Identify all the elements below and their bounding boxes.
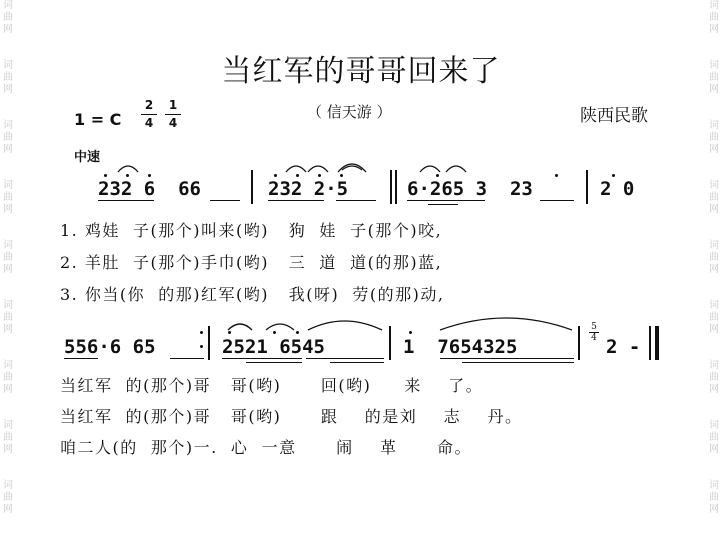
watermark-char: 网 bbox=[709, 444, 719, 455]
watermark-char: 词 bbox=[709, 60, 719, 71]
watermark-char: 词 bbox=[709, 180, 719, 191]
watermark-char: 网 bbox=[709, 264, 719, 275]
watermark-char: 曲 bbox=[709, 312, 719, 323]
watermark-char: 网 bbox=[3, 24, 13, 35]
watermark-char: 曲 bbox=[3, 72, 13, 83]
watermark-char: 词 bbox=[709, 120, 719, 131]
watermark-char: 网 bbox=[3, 144, 13, 155]
lyric-verse-2: 2. 羊肚 子(那个)手巾(哟) 三 道 道(的那)蓝, bbox=[60, 253, 443, 272]
watermark-char: 网 bbox=[709, 324, 719, 335]
measure-7: 1 7654325 bbox=[403, 336, 518, 358]
measure-8: 2 - bbox=[606, 336, 641, 358]
measure-1: 232 6 66 bbox=[98, 178, 201, 200]
time-sig-numerator: 5 bbox=[591, 322, 597, 332]
watermark-char: 曲 bbox=[709, 72, 719, 83]
watermark-char: 曲 bbox=[3, 132, 13, 143]
watermark-char: 网 bbox=[3, 84, 13, 95]
watermark-char: 词 bbox=[709, 360, 719, 371]
measure-5: 556·6 65 bbox=[64, 336, 156, 358]
watermark-char: 曲 bbox=[3, 432, 13, 443]
watermark-char: 曲 bbox=[3, 312, 13, 323]
watermark-char: 曲 bbox=[709, 192, 719, 203]
watermark-char: 词 bbox=[709, 0, 719, 11]
watermark-char: 网 bbox=[709, 504, 719, 515]
watermark-char: 词 bbox=[3, 300, 13, 311]
watermark-char: 网 bbox=[709, 204, 719, 215]
measure-2: 232 2·5 bbox=[268, 178, 349, 200]
lyric-verse-3-line-2: 咱二人(的 那个)一. 心 一意 闹 革 命。 bbox=[60, 438, 472, 457]
measure-4: 2 0 bbox=[600, 178, 635, 200]
watermark-char: 网 bbox=[709, 84, 719, 95]
watermark-gap bbox=[706, 516, 722, 540]
watermark-char: 曲 bbox=[3, 372, 13, 383]
subtitle-genre: （ 信天游 ） bbox=[307, 103, 392, 121]
time-sig-numerator: 2 bbox=[144, 98, 154, 112]
watermark-char: 曲 bbox=[709, 12, 719, 23]
watermark-char: 词 bbox=[3, 0, 13, 11]
key-signature: 1 = C bbox=[74, 110, 122, 129]
watermark-char: 曲 bbox=[3, 192, 13, 203]
watermark-gap bbox=[0, 516, 16, 540]
time-sig-denominator: 4 bbox=[168, 116, 178, 130]
time-sig-denominator: 4 bbox=[144, 116, 154, 130]
tempo-marking: 中速 bbox=[74, 150, 101, 165]
measure-6: 2521 6545 bbox=[222, 336, 325, 358]
watermark-char: 曲 bbox=[709, 492, 719, 503]
measure-3: 6·265 3 23 bbox=[407, 178, 533, 200]
watermark-char: 曲 bbox=[3, 492, 13, 503]
watermark-char: 网 bbox=[3, 384, 13, 395]
watermark-char: 网 bbox=[709, 144, 719, 155]
watermark-char: 网 bbox=[3, 324, 13, 335]
watermark-char: 词 bbox=[709, 420, 719, 431]
origin-label: 陕西民歌 bbox=[580, 106, 648, 126]
watermark-char: 网 bbox=[3, 204, 13, 215]
watermark-char: 词 bbox=[3, 180, 13, 191]
lyric-verse-1-line-2: 当红军 的(那个)哥 哥(哟) 回(哟) 来 了。 bbox=[60, 376, 484, 395]
watermark-char: 曲 bbox=[709, 132, 719, 143]
song-title: 当红军的哥哥回来了 bbox=[221, 54, 501, 89]
watermark-char: 网 bbox=[3, 264, 13, 275]
watermark-char: 词 bbox=[709, 480, 719, 491]
watermark-char: 曲 bbox=[3, 12, 13, 23]
lyric-verse-2-line-2: 当红军 的(那个)哥 哥(哟) 跟 的是刘 志 丹。 bbox=[60, 407, 523, 426]
watermark-char: 词 bbox=[3, 420, 13, 431]
lyric-verse-1: 1. 鸡娃 子(那个)叫来(哟) 狗 娃 子(那个)咬, bbox=[60, 221, 443, 240]
watermark-char: 词 bbox=[3, 120, 13, 131]
watermark-char: 词 bbox=[3, 240, 13, 251]
watermark-char: 网 bbox=[3, 444, 13, 455]
watermark-char: 曲 bbox=[709, 252, 719, 263]
time-sig-denominator: 4 bbox=[591, 333, 597, 343]
watermark-char: 词 bbox=[3, 360, 13, 371]
watermark-char: 网 bbox=[709, 384, 719, 395]
watermark-char: 词 bbox=[3, 60, 13, 71]
lyric-verse-3: 3. 你当(你 的那)红军(哟) 我(呀) 劳(的那)动, bbox=[60, 285, 445, 304]
watermark-char: 曲 bbox=[709, 372, 719, 383]
watermark-char: 曲 bbox=[709, 432, 719, 443]
watermark-char: 词 bbox=[709, 300, 719, 311]
watermark-char: 词 bbox=[3, 480, 13, 491]
watermark-char: 曲 bbox=[3, 252, 13, 263]
watermark-char: 网 bbox=[709, 24, 719, 35]
watermark-char: 网 bbox=[3, 504, 13, 515]
time-sig-numerator: 1 bbox=[168, 98, 178, 112]
watermark-char: 词 bbox=[709, 240, 719, 251]
